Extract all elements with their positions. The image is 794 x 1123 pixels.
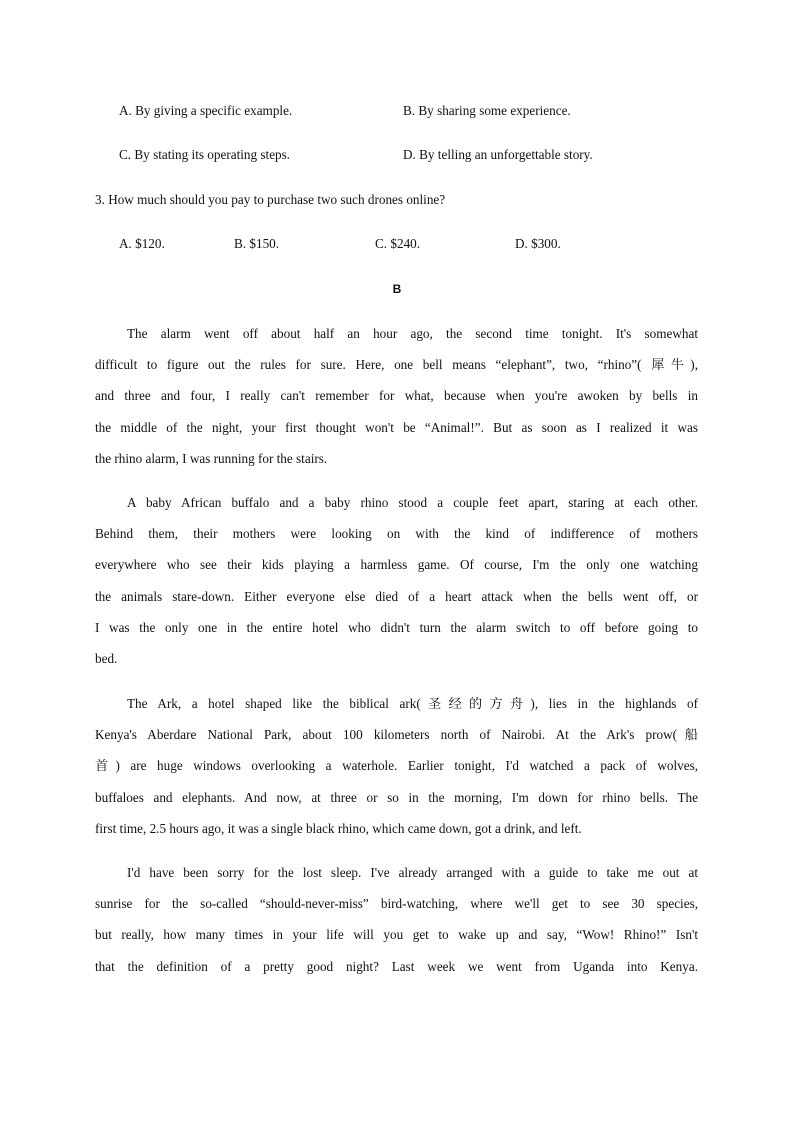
paragraph-line: sunrise for the so-called “should-never-miss” bird-watching, where we'll get to see 30 species, — [95, 896, 698, 912]
option-2b: B. By sharing some experience. — [403, 103, 571, 118]
paragraph-line: I'd have been sorry for the lost sleep. I've already arranged with a guide to take me out at — [127, 865, 698, 880]
paragraph-line: buffaloes and elephants. And now, at three or so in the morning, I'm down for rhino bells. The — [95, 789, 698, 805]
paragraph-line: difficult to figure out the rules for sure. Here, one bell means “elephant”, two, “rhino”( 犀牛), — [95, 357, 698, 373]
paragraph-1 — [95, 318, 698, 474]
option-3d: D. $300. — [515, 236, 561, 251]
paragraph-4 — [95, 857, 698, 982]
option-2d: D. By telling an unforgettable story. — [403, 147, 593, 162]
paragraph-line: the animals stare-down. Either everyone else died of a heart attack when the bells went off, or — [95, 588, 698, 604]
paragraph-line: bed. — [95, 650, 118, 666]
paragraph-line: the middle of the night, your first thought won't be “Animal!”. But as soon as I realized it was — [95, 419, 698, 435]
option-3b: B. $150. — [234, 236, 280, 251]
paragraph-line: the rhino alarm, I was running for the stairs. — [95, 450, 328, 466]
option-3c: C. $240. — [375, 236, 421, 251]
paragraph-line: 首) are huge windows overlooking a waterhole. Earlier tonight, I'd watched a pack of wolves, — [95, 758, 698, 774]
paragraph-line: The Ark, a hotel shaped like the biblical ark(圣经的方舟), lies in the highlands of — [127, 696, 698, 711]
paragraph-line: everywhere who see their kids playing a harmless game. Of course, I'm the only one watching — [95, 557, 698, 573]
paragraph-line: A baby African buffalo and a baby rhino stood a couple feet apart, staring at each other. — [127, 495, 698, 510]
section-heading: B — [392, 282, 402, 296]
option-3a: A. $120. — [119, 236, 165, 251]
paragraph-line: Behind them, their mothers were looking on with the kind of indifference of mothers — [95, 526, 698, 542]
paragraph-line: first time, 2.5 hours ago, it was a single black rhino, which came down, got a drink, and left. — [95, 820, 582, 836]
paragraph-line: and three and four, I really can't remember for what, because when you're awoken by bells in — [95, 388, 698, 404]
paragraph-line: I was the only one in the entire hotel who didn't turn the alarm switch to off before going to — [95, 619, 698, 635]
paragraph-line: The alarm went off about half an hour ago, the second time tonight. It's somewhat — [127, 326, 698, 341]
paragraph-3 — [95, 688, 698, 844]
question-3-stem: 3. How much should you pay to purchase two such drones online? — [95, 192, 446, 207]
paragraph-2 — [95, 487, 698, 674]
option-2a: A. By giving a specific example. — [119, 103, 293, 118]
option-2c: C. By stating its operating steps. — [119, 147, 291, 162]
paragraph-line: Kenya's Aberdare National Park, about 100 kilometers north of Nairobi. At the Ark's prow(船 — [95, 727, 698, 743]
paragraph-line: that the definition of a pretty good night? Last week we went from Uganda into Kenya. — [95, 958, 698, 974]
paragraph-line: but really, how many times in your life will you get to wake up and say, “Wow! Rhino!” Isn't — [95, 927, 698, 943]
